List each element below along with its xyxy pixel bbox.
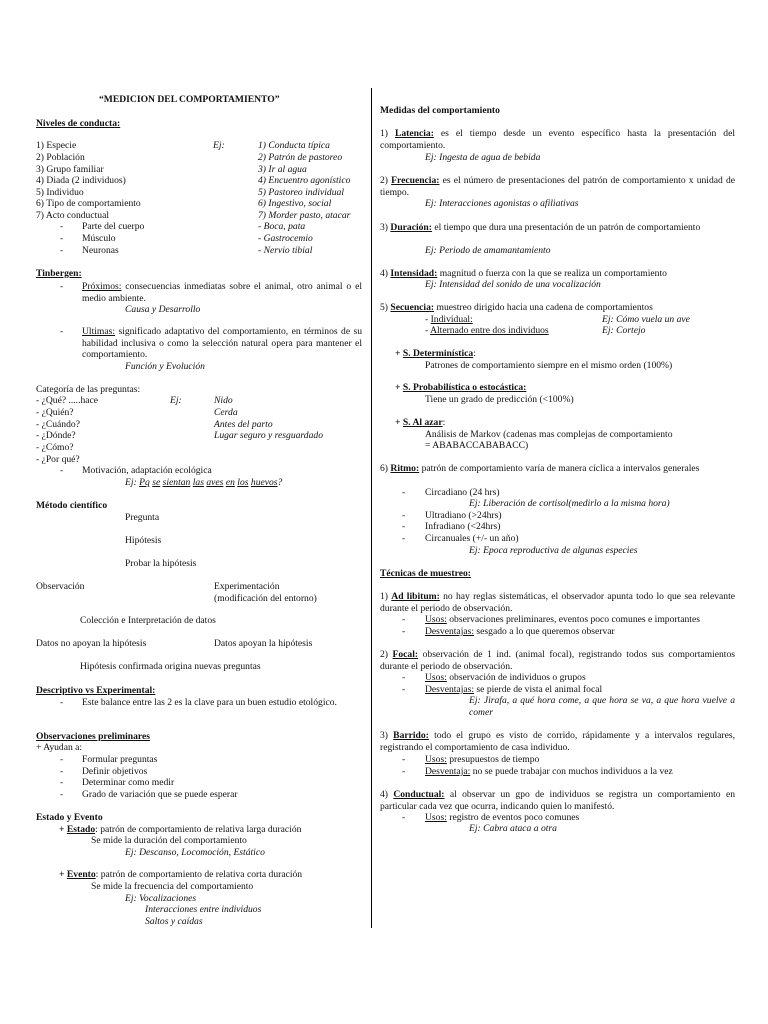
ultimas-text: significado adaptativo del comportamiento, en términos de su habilidad inclusiva o como la selección natural opera para mantener el comportamiento. [82,326,362,361]
bullet-dash: - [60,326,64,337]
descriptivo-heading: Descriptivo vs Experimental: [36,685,156,696]
latencia-paragraph [380,128,735,151]
pregunta-item: - ¿Cómo? [36,442,74,453]
metodo-no-apoyan: Datos no apoyan la hipótesis [36,638,147,649]
ultimas-paragraph [82,326,362,361]
bullet-dash: - [60,245,64,256]
usos-text: observaciones preliminares, eventos poco comunes e importantes [446,614,700,625]
secuencia-ej: Ej: Cortejo [602,325,646,336]
usos-term: Usos: [425,672,447,683]
adlib-paragraph [380,591,735,614]
bullet-dash: - [60,465,64,476]
desventajas-text: sesgado a lo que queremos observar [474,626,615,637]
item-number: 1) [380,591,392,602]
bullet-dash: - [402,684,406,695]
barrido-usos [425,754,539,766]
evento-line [59,869,302,881]
duracion-text: el tiempo que dura una presentación de un patrón de comportamiento [431,222,701,233]
bullet-dash: - [402,754,406,765]
determinista-line [395,348,476,360]
adlib-text: no hay reglas sistemáticas, el observador apunta todo lo que sea relevante durante el periodo de observación. [380,591,735,614]
motivacion-text: Motivación, adaptación ecológica [82,465,212,476]
pq-example [125,477,282,489]
ej-word: huevos [250,477,278,488]
pregunta-item: - ¿Cuándo? [36,419,80,430]
plus-sign: + [395,417,403,428]
desventaja-term: Desventaja: [425,766,471,777]
adlib-usos [425,614,700,626]
example-item: 1) Conducta típica [258,140,330,151]
bullet-dash: - [402,614,406,625]
pregunta-example: Lugar seguro y resguardado [214,430,323,441]
list-item: 3) Grupo familiar [36,164,104,175]
ritmo-ej: Ej: Liberación de cortisol(medirlo a la misma hora) [469,498,670,509]
probabilistica-term: S. Probabilística o estocástica: [402,382,527,393]
barrido-text: todo el grupo es visto de corrido, rápidamente y a intervalos regulares, registrando el comportamiento de casa individuo. [380,730,735,753]
item-number: 5) [380,302,391,313]
duracion-ej: Ej: Periodo de amamantamiento [425,245,551,256]
frecuencia-term: Frecuencia: [391,175,440,186]
bullet-dash: - [402,766,406,777]
barrido-paragraph [380,730,735,753]
determinista-text: Patrones de comportamiento siempre en el mismo orden (100%) [425,360,673,371]
example-item: 6) Ingestivo, social [258,198,332,209]
list-item: 1) Especie [36,140,77,151]
ultimas-note: Función y Evolución [125,361,205,372]
focal-ej: Ej: Jirafa, a qué hora come, a que hora se va, a que hora vuelve a comer [469,695,735,718]
niveles-ej-label: Ej: [213,140,225,151]
example-item: 2) Patrón de pastoreo [258,152,343,163]
item-number: 1) [380,128,395,139]
ej-word: Ej: [125,477,137,488]
item-number: 3) [380,222,391,233]
metodo-observacion: Observación [36,581,85,592]
intensidad-paragraph [380,268,667,280]
list-item: Definir objetivos [82,766,148,777]
bullet-dash: - [425,314,429,325]
secuencia-ej: Ej: Cómo vuela un ave [602,314,690,325]
example-item: 5) Pastoreo individual [258,187,344,198]
desventajas-term: Desventajas: [425,626,475,637]
conductual-paragraph [380,789,735,812]
medidas-heading: Medidas del comportamiento [380,105,500,116]
ej-word: ? [277,477,283,488]
preguntas-ej-label: Ej: [170,395,182,406]
colon: : [473,348,476,359]
intensidad-term: Intensidad: [390,268,438,279]
probabilistica-text: Tiene un grado de predicción (<100%) [425,394,574,405]
pregunta-item: - ¿Qué? .....hace [36,395,99,406]
latencia-ej: Ej: Ingesta de agua de bebida [425,152,541,163]
proximos-text: consecuencias inmediatas sobre el animal, otro animal o el medio ambiente. [82,281,362,304]
tinbergen-heading: Tinbergen: [36,268,82,279]
descriptivo-text: Este balance entre las 2 es la clave para un buen estudio etológico. [82,697,337,708]
example-item: 4) Encuentro agonístico [258,175,351,186]
estado-term: Estado [66,824,96,835]
item-number: 4) [380,268,391,279]
secuencia-paragraph [380,302,653,314]
bullet-dash: - [60,754,64,765]
preguntas-heading: Categoría de las preguntas: [36,384,141,395]
azar-text: = ABABACCABABACC) [425,440,529,451]
colon: : [442,417,446,428]
list-item: 6) Tipo de comportamiento [36,198,141,209]
estado-evento-heading: Estado y Evento [36,812,103,823]
bullet-dash: - [402,521,406,532]
secuencia-item [425,325,549,337]
evento-text: : patrón de comportamiento de relativa corta duración [95,869,303,880]
list-item: 5) Individuo [36,187,84,198]
bullet-dash: - [402,487,406,498]
bullet-dash: - [402,533,406,544]
determinista-term: S. Determinística [402,348,474,359]
ritmo-term: Ritmo: [390,463,420,474]
item-number: 3) [380,730,394,741]
focal-usos [425,672,586,684]
barrido-desventaja [425,766,673,778]
ritmo-item: Circadiano (24 hrs) [425,487,500,498]
ritmo-paragraph [380,463,735,475]
sub-item: Músculo [82,233,116,244]
pregunta-example: Cerda [214,407,238,418]
bullet-dash: - [402,626,406,637]
intensidad-ej: Ej: Intensidad del sonido de una vocalización [425,279,601,290]
focal-term: Focal: [392,649,419,660]
bullet-dash: - [402,672,406,683]
item-number: 4) [380,789,394,800]
conductual-term: Conductual: [393,789,445,800]
ej-word: los [237,477,249,488]
metodo-probar: Probar la hipótesis [125,558,197,569]
tecnicas-heading: Técnicas de muestreo: [380,568,471,579]
bullet-dash: - [60,221,64,232]
plus-sign: + [395,382,403,393]
desventaja-text: no se puede trabajar con muchos individuos a la vez [470,766,673,777]
ritmo-item: Circanuales (+/- un año) [425,533,519,544]
list-item: 2) Población [36,152,85,163]
secuencia-item-label: Individual: [430,314,473,325]
secuencia-term: Secuencia: [390,302,435,313]
usos-term: Usos: [425,812,447,823]
sub-example: - Nervio tibial [258,245,313,256]
estado-mide: Se mide la duración del comportamiento [91,835,247,846]
usos-text: observación de individuos o grupos [446,672,586,683]
bullet-dash: - [402,812,406,823]
barrido-term: Barrido: [393,730,429,741]
conductual-usos [425,812,579,824]
duracion-term: Duración: [390,222,432,233]
sub-item: Neuronas [82,245,119,256]
ultimas-term: Ultimas: [82,326,116,337]
metodo-confirmada: Hipótesis confirmada origina nuevas preguntas [80,661,261,672]
focal-paragraph [380,649,735,672]
metodo-experimentacion: Experimentación [214,581,280,592]
list-item: 4) Diada (2 individuos) [36,175,126,186]
metodo-heading: Método científico [36,500,108,511]
evento-ej: Interacciones entre individuos [145,904,262,915]
item-number: 2) [380,175,392,186]
frecuencia-ej: Ej: Interacciones agonistas o afiliativas [425,198,579,209]
secuencia-text: muestreo dirigido hacia una cadena de comportamientos [434,302,653,313]
ritmo-ej: Ej: Epoca reproductiva de algunas especies [469,545,638,556]
azar-text: Análisis de Markov (cadenas mas complejas de comportamiento [425,429,673,440]
latencia-text: es el tiempo desde un evento específico hasta la presentación del comportamiento. [380,128,735,151]
focal-text: observación de 1 ind. (animal focal), registrando todos sus comportamientos durante el periodo de observación. [380,649,736,672]
duracion-paragraph [380,222,735,234]
usos-text: registro de eventos poco comunes [446,812,580,823]
ej-word: las [192,477,204,488]
usos-term: Usos: [425,754,447,765]
item-number: 2) [380,649,393,660]
desventajas-text: se pierde de vista el animal focal [474,684,603,695]
example-item: 7) Morder pasto, atacar [258,210,351,221]
bullet-dash: - [60,789,64,800]
pregunta-item: - ¿Por qué? [36,454,80,465]
frecuencia-paragraph [380,175,735,198]
plus-sign: + [395,348,403,359]
page-title: “MEDICION DEL COMPORTAMIENTO” [99,94,280,105]
niveles-heading: Niveles de conducta: [36,118,121,129]
pregunta-item: - ¿Dónde? [36,430,76,441]
bullet-dash: - [60,766,64,777]
secuencia-item-label: Alternado entre dos individuos [430,325,549,336]
ritmo-item: Ultradiano (>24hrs) [425,510,502,521]
conductual-text: al observar un gpo de individuos se registra un comportamiento en particular cada vez que ocurra, indicando quien lo manifestó. [380,789,735,812]
ej-word: Pq [139,477,150,488]
list-item: Determinar como medir [82,777,175,788]
azar-line [395,417,445,429]
adlib-desventajas [425,626,615,638]
intensidad-text: magnitud o fuerza con la que se realiza un comportamiento [437,268,667,279]
metodo-pregunta: Pregunta [125,512,160,523]
evento-term: Evento [66,869,96,880]
bullet-dash: - [60,777,64,788]
ej-word: en [225,477,235,488]
plus-sign: + [59,869,67,880]
frecuencia-text: es el número de presentaciones del patrón de comportamiento x unidad de tiempo. [380,175,736,198]
estado-text: : patrón de comportamiento de relativa larga duración [95,824,302,835]
adlib-term: Ad libitum: [391,591,440,602]
latencia-term: Latencia: [394,128,434,139]
evento-ej: Ej: Vocalizaciones [125,893,197,904]
ritmo-text: patrón de comportamiento varía de manera cíclica a intervalos generales [419,463,700,474]
plus-sign: + [59,824,67,835]
sub-example: - Gastrocemio [258,233,313,244]
ej-word: se [152,477,161,488]
item-number: 6) [380,463,391,474]
ej-word: aves [206,477,224,488]
metodo-coleccion: Colección e Interpretación de datos [80,615,216,626]
azar-term: S. Al azar [402,417,443,428]
pregunta-example: Antes del parto [214,419,273,430]
ritmo-item: Infradiano (<24hrs) [425,521,501,532]
focal-desventajas [425,684,602,696]
estado-line [59,824,301,836]
desventajas-term: Desventajas: [425,684,475,695]
list-item: 7) Acto conductual [36,210,109,221]
evento-mide: Se mide la frecuencia del comportamiento [91,881,254,892]
bullet-dash: - [402,510,406,521]
observaciones-ayudan: + Ayudan a: [36,742,83,753]
observaciones-heading: Observaciones preliminares [36,731,150,742]
column-divider [371,88,372,928]
bullet-dash: - [60,697,64,708]
estado-ej: Ej: Descanso, Locomoción, Estático [125,847,265,858]
secuencia-item [425,314,473,326]
proximos-paragraph [82,281,362,304]
bullet-dash: - [60,233,64,244]
usos-text: presupuestos de tiempo [446,754,540,765]
metodo-apoyan: Datos apoyan la hipótesis [214,638,313,649]
proximos-term: Próximos: [82,281,122,292]
proximos-note: Causa y Desarrollo [125,304,201,315]
evento-ej: Saltos y caídas [145,916,203,927]
metodo-hipotesis: Hipótesis [125,535,162,546]
sub-example: - Boca, pata [258,221,306,232]
pregunta-item: - ¿Quién? [36,407,74,418]
pregunta-example: Nido [214,395,233,406]
sub-item: Parte del cuerpo [82,221,145,232]
ej-word: sientan [162,477,191,488]
conductual-ej: Ej: Cabra ataca a otra [469,823,557,834]
probabilistica-line [395,382,526,394]
list-item: Formular preguntas [82,754,158,765]
bullet-dash: - [425,325,429,336]
example-item: 3) Ir al agua [258,164,307,175]
list-item: Grado de variación que se puede esperar [82,789,238,800]
metodo-experimentacion-sub: (modificación del entorno) [214,593,317,604]
bullet-dash: - [60,281,64,292]
usos-term: Usos: [425,614,447,625]
